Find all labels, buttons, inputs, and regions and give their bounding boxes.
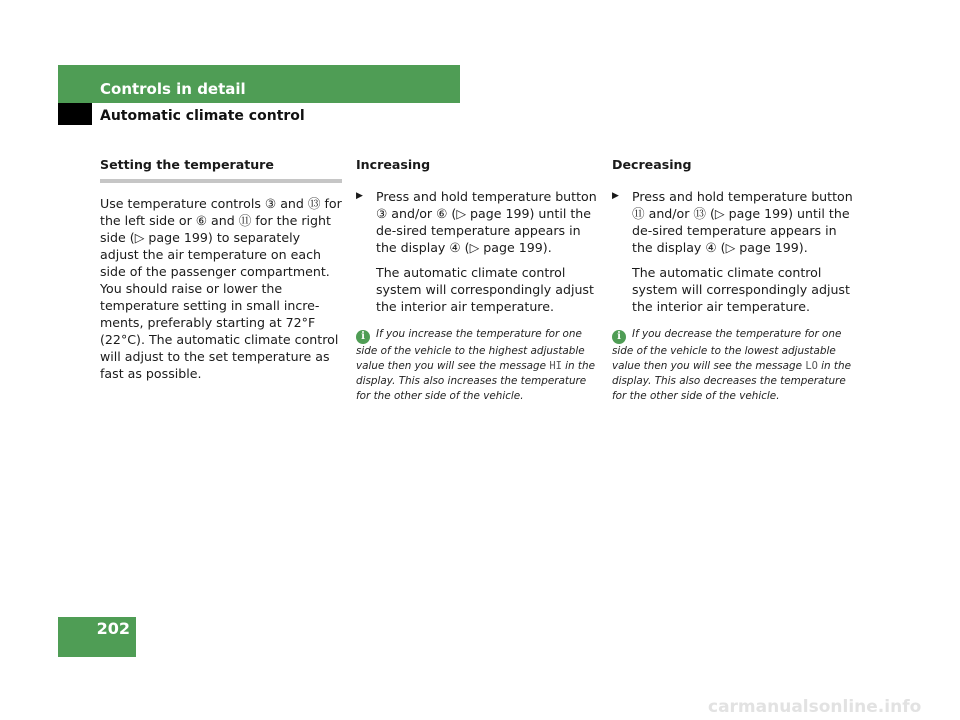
subsection-title: Automatic climate control: [100, 108, 305, 124]
step-result: The automatic climate control system will correspondingly adjust the interior air temperature.: [376, 265, 594, 314]
page-number: 202: [96, 619, 130, 638]
info-note: [612, 327, 854, 404]
heading-rule: [100, 179, 342, 183]
instruction-step: [356, 188, 598, 256]
instruction-step: [612, 188, 854, 256]
step-arrow-icon: ▶: [612, 191, 619, 201]
column-decreasing: [612, 156, 854, 404]
info-icon: i: [356, 330, 370, 344]
note-text-before: If you increase the temperature for one side of the vehicle to the highest adjustable value then you will see the message: [356, 328, 585, 372]
note-text-before: If you decrease the temperature for one side of the vehicle to the lowest adjustable value then you will see the message: [612, 328, 842, 372]
note-text-after: in the display. This also increases the temperature for the other side of the vehicle.: [356, 360, 595, 402]
column-heading: Increasing: [356, 157, 431, 172]
column-heading: Setting the temperature: [100, 157, 274, 172]
section-title: Controls in detail: [100, 80, 246, 98]
display-message-code: HI: [549, 360, 562, 372]
step-result: The automatic climate control system will correspondingly adjust the interior air temperature.: [632, 265, 850, 314]
watermark-link[interactable]: carmanualsonline.info: [708, 697, 922, 717]
note-text-after: in the display. This also decreases the temperature for the other side of the vehicle.: [612, 360, 851, 402]
step-text: Press and hold temperature button ⑪ and/or ⑬ (▷ page 199) until the de-sired temperature appears in the display ④ (▷ page 199).: [632, 189, 853, 255]
step-text: Press and hold temperature button ③ and/or ⑥ (▷ page 199) until the de-sired temperature appears in the display ④ (▷ page 199).: [376, 189, 597, 255]
body-paragraph: Use temperature controls ③ and ⑬ for the left side or ⑥ and ⑪ for the right side (▷ page 199) to separately adjust the air temperature on each side of the passenger compartment. You should raise or lower the temperature setting in small incre-ments, preferably starting at 72°F (22°C). The automatic climate control will adjust to the set temperature as fast as possible.: [100, 196, 342, 381]
info-note: [356, 327, 598, 404]
step-arrow-icon: ▶: [356, 191, 363, 201]
display-message-code: LO: [805, 360, 818, 372]
column-increasing: [356, 156, 598, 404]
section-tab-marker: [58, 103, 92, 125]
column-setting-temperature: [100, 156, 342, 382]
info-icon: i: [612, 330, 626, 344]
column-heading: Decreasing: [612, 157, 692, 172]
